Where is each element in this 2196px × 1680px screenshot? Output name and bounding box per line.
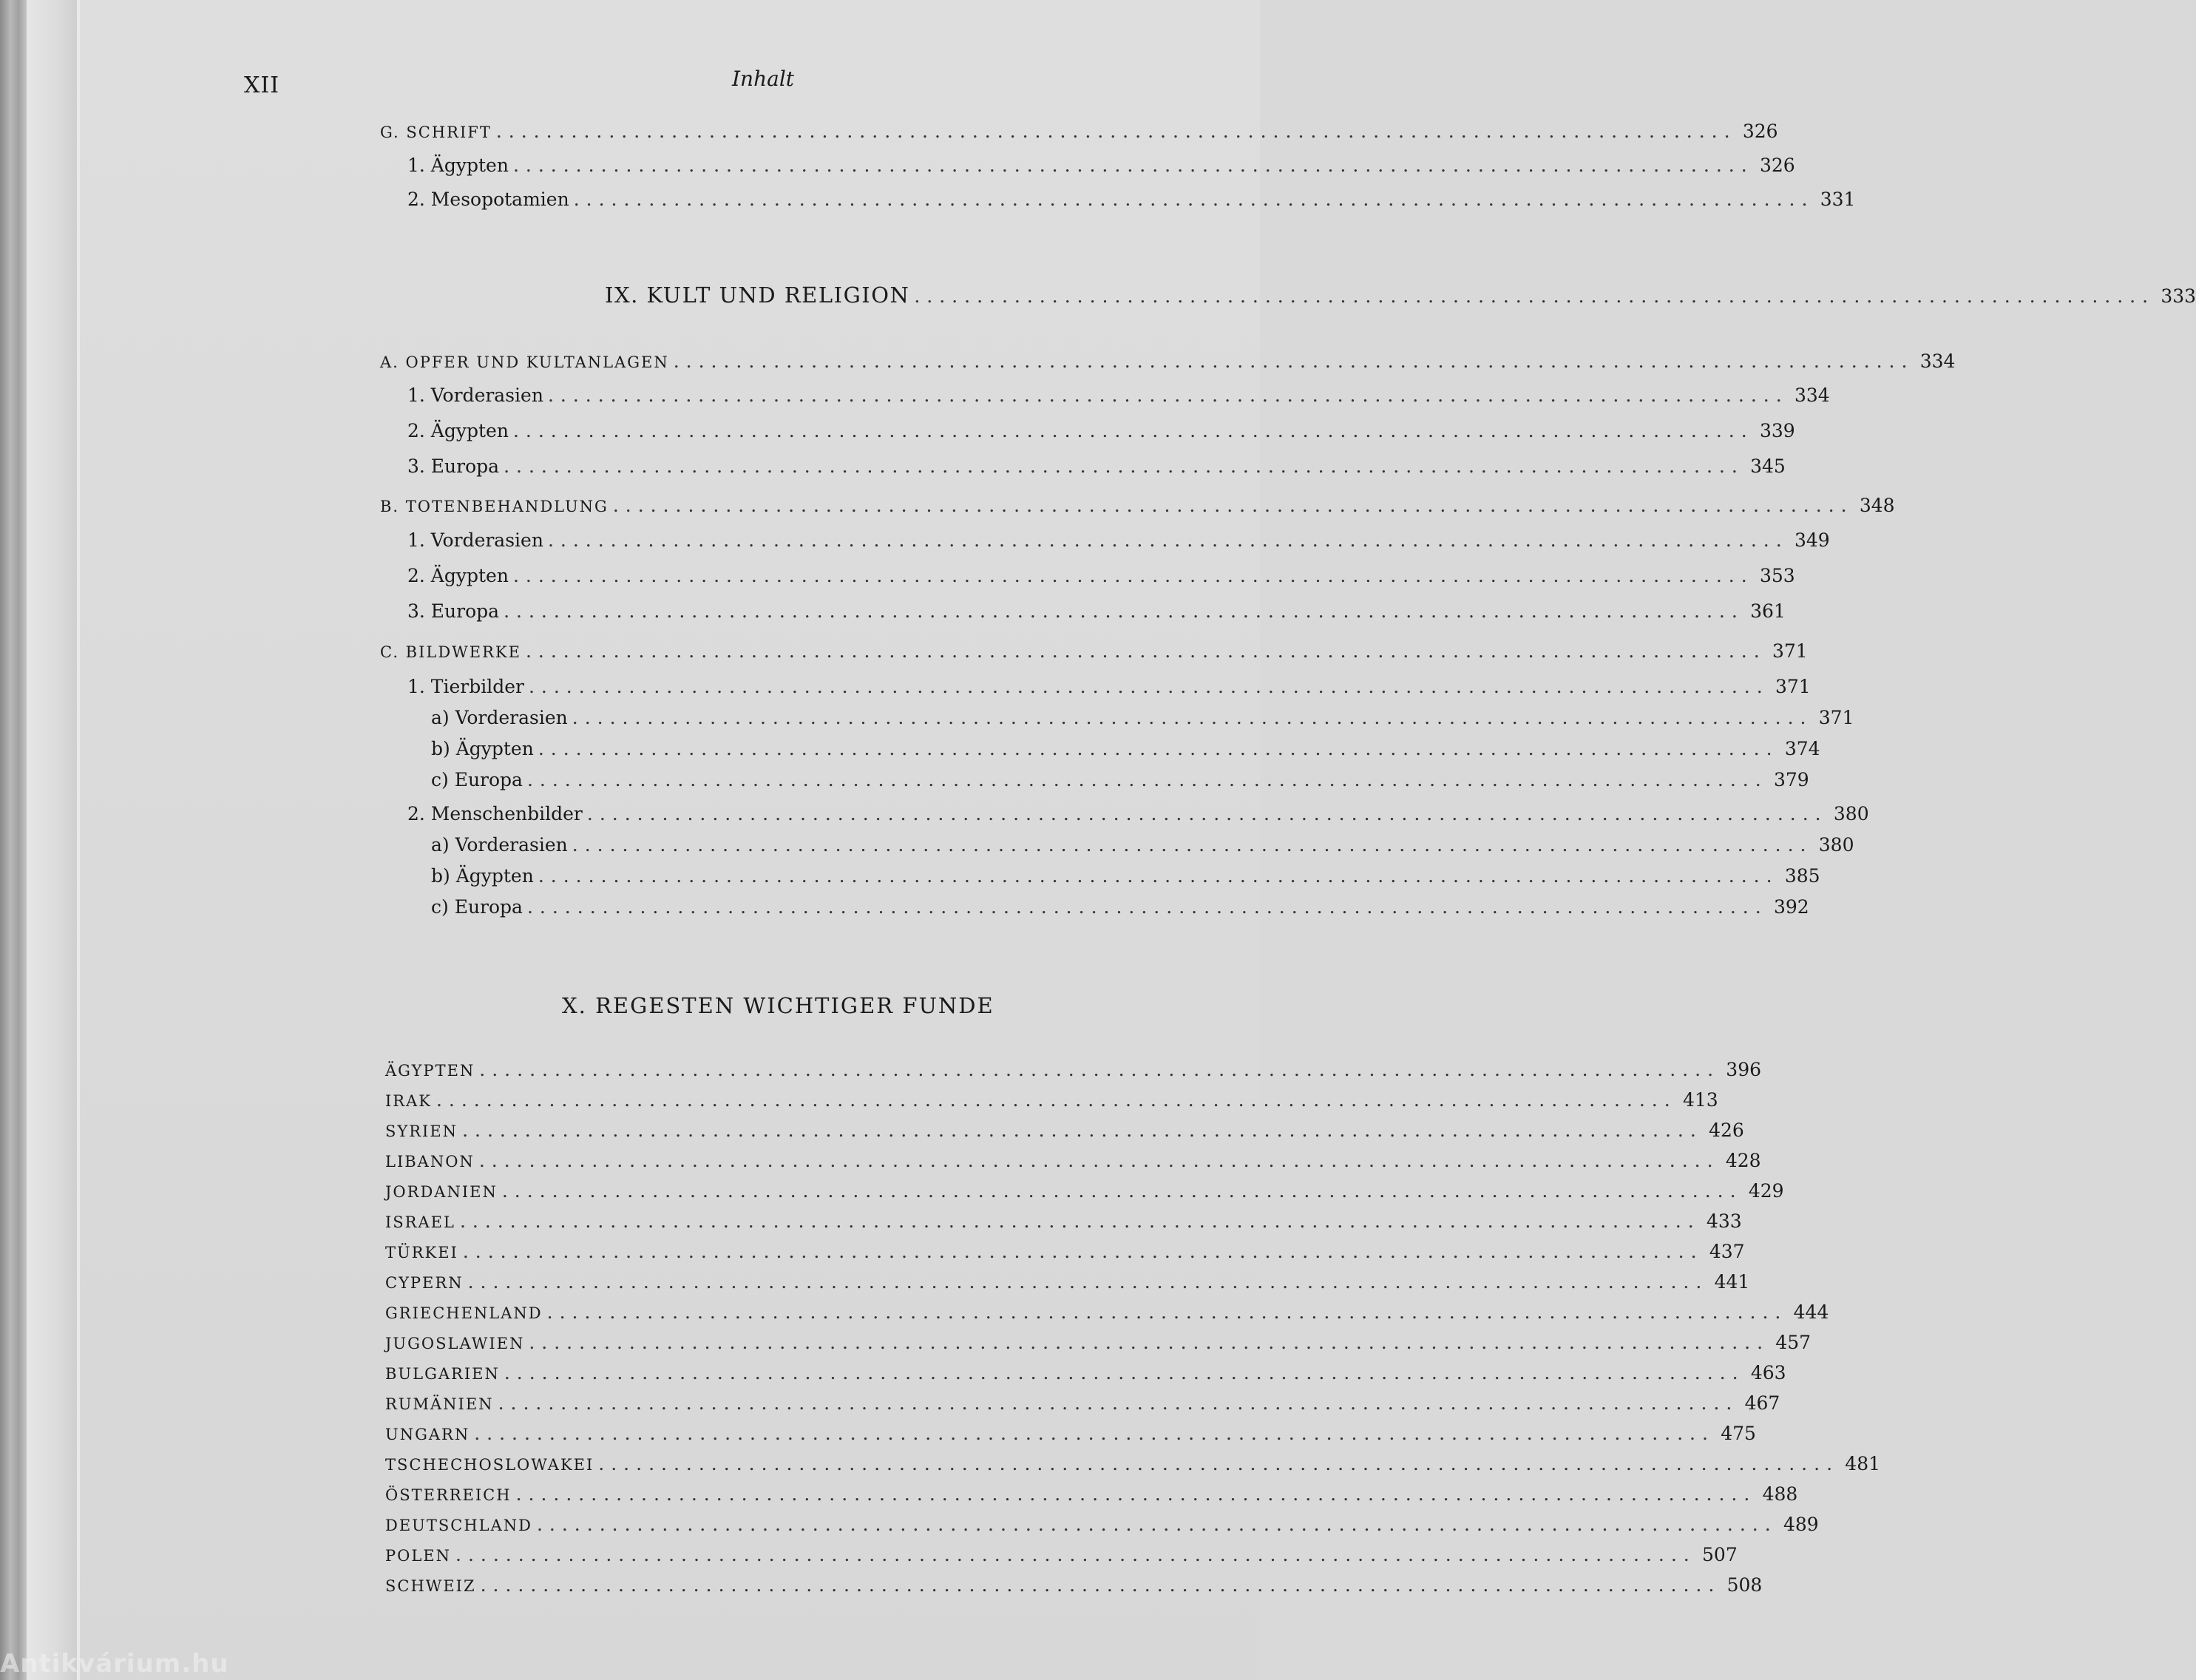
- toc-entry-label: 2. Mesopotamien: [407, 189, 569, 210]
- watermark-text: Antikvárium.hu: [0, 1649, 229, 1679]
- leader-dots: ...................................................................................................: [455, 1544, 1696, 1565]
- toc-entry-label: 2. Ägypten: [407, 420, 509, 441]
- toc-entry-page: 380: [1833, 803, 1869, 824]
- toc-entry: [431, 865, 1820, 887]
- leader-dots: ...................................................................................................: [586, 803, 1828, 824]
- toc-entry-country: [385, 1180, 1784, 1202]
- toc-entry-label: ISRAEL: [385, 1213, 455, 1231]
- toc-entry-page: 331: [1820, 189, 1856, 210]
- toc-entry-page: 326: [1742, 121, 1778, 142]
- leader-dots: ...................................................................................................: [479, 1059, 1721, 1080]
- toc-entry-label: CYPERN: [385, 1274, 464, 1292]
- toc-entry-page: 481: [1845, 1453, 1881, 1474]
- running-title: Inhalt: [732, 67, 795, 91]
- toc-entry-label: DEUTSCHLAND: [385, 1517, 532, 1534]
- toc-entry-label: 1. Vorderasien: [407, 385, 543, 406]
- toc-entry: [407, 385, 1830, 406]
- toc-entry-page: 392: [1773, 896, 1809, 918]
- toc-entry-label: a) Vorderasien: [431, 834, 568, 856]
- leader-dots: ...................................................................................................: [528, 676, 1769, 697]
- toc-entry: [407, 420, 1795, 441]
- toc-entry: [407, 529, 1830, 551]
- chapter-page: 333: [2161, 285, 2196, 307]
- book-spine: [0, 0, 27, 1680]
- toc-entry-section: [380, 350, 1956, 372]
- toc-entry-label: c) Europa: [431, 896, 523, 918]
- toc-entry: [431, 769, 1809, 790]
- leader-dots: ...................................................................................................: [673, 350, 1914, 372]
- chapter-title: IX. KULT UND RELIGION: [605, 282, 910, 308]
- toc-entry-label: JUGOSLAWIEN: [385, 1335, 525, 1352]
- toc-entry-label: TSCHECHOSLOWAKEI: [385, 1456, 594, 1474]
- leader-dots: ...................................................................................................: [914, 285, 2155, 307]
- leader-dots: ...................................................................................................: [436, 1089, 1677, 1111]
- toc-entry-page: 437: [1709, 1241, 1745, 1262]
- toc-entry-page: 345: [1750, 455, 1786, 477]
- toc-entry-label: SCHWEIZ: [385, 1577, 476, 1595]
- toc-entry: [407, 455, 1786, 477]
- leader-dots: ...................................................................................................: [512, 565, 1754, 586]
- toc-entry-page: 489: [1783, 1514, 1819, 1535]
- leader-dots: ...................................................................................................: [547, 385, 1789, 406]
- leader-dots: ...................................................................................................: [501, 1180, 1743, 1202]
- toc-entry-label: JORDANIEN: [385, 1183, 498, 1201]
- toc-entry-page: 371: [1772, 640, 1808, 662]
- toc-entry-label: G. SCHRIFT: [380, 123, 492, 141]
- toc-entry-country: [385, 1392, 1780, 1414]
- leader-dots: ...................................................................................................: [462, 1120, 1703, 1141]
- leader-dots: ...................................................................................................: [525, 640, 1766, 662]
- leader-dots: ...................................................................................................: [572, 707, 1813, 728]
- toc-entry-page: 334: [1794, 385, 1830, 406]
- leader-dots: ...................................................................................................: [526, 769, 1768, 790]
- page-stack-edge: [27, 0, 78, 1680]
- toc-entry-label: ÄGYPTEN: [385, 1062, 475, 1080]
- toc-entry-label: a) Vorderasien: [431, 707, 568, 728]
- toc-entry-section: [380, 495, 1895, 516]
- toc-entry-label: LIBANON: [385, 1153, 475, 1171]
- leader-dots: ...................................................................................................: [512, 155, 1754, 176]
- toc-entry-label: 3. Europa: [407, 600, 500, 622]
- toc-entry-label: C. BILDWERKE: [380, 643, 521, 661]
- toc-entry-page: 475: [1721, 1423, 1756, 1444]
- toc-entry-label: SYRIEN: [385, 1122, 458, 1140]
- chapter-heading: X. REGESTEN WICHTIGER FUNDE: [562, 993, 994, 1018]
- toc-entry-label: b) Ägypten: [431, 865, 534, 887]
- toc-entry-page: 353: [1759, 565, 1795, 586]
- toc-entry-country: [385, 1574, 1763, 1596]
- leader-dots: ...................................................................................................: [546, 1301, 1788, 1323]
- toc-entry-page: 467: [1744, 1392, 1780, 1414]
- toc-entry-country: [385, 1210, 1742, 1232]
- toc-entry-page: 428: [1725, 1150, 1761, 1171]
- toc-entry-country: [385, 1453, 1881, 1474]
- toc-entry-country: [385, 1423, 1756, 1444]
- leader-dots: ...................................................................................................: [536, 1514, 1778, 1535]
- toc-entry-page: 433: [1706, 1210, 1742, 1232]
- leader-dots: ...................................................................................................: [573, 189, 1814, 210]
- leader-dots: ...................................................................................................: [467, 1271, 1709, 1293]
- toc-entry-label: B. TOTENBEHANDLUNG: [380, 498, 609, 515]
- toc-entry: [407, 803, 1869, 824]
- leader-dots: ...................................................................................................: [515, 1483, 1757, 1505]
- toc-entry-page: 441: [1714, 1271, 1750, 1293]
- toc-entry-page: 361: [1750, 600, 1786, 622]
- toc-entry-page: 429: [1748, 1180, 1784, 1202]
- toc-entry-label: 2. Ägypten: [407, 565, 509, 586]
- leader-dots: ...................................................................................................: [512, 420, 1754, 441]
- leader-dots: ...................................................................................................: [504, 1362, 1745, 1383]
- toc-entry-page: 396: [1726, 1059, 1762, 1080]
- toc-entry-label: BULGARIEN: [385, 1365, 500, 1383]
- toc-entry: [407, 189, 1856, 210]
- toc-entry-label: 1. Tierbilder: [407, 676, 524, 697]
- toc-entry: [431, 738, 1820, 759]
- toc-entry-page: 371: [1775, 676, 1811, 697]
- toc-entry-page: 444: [1793, 1301, 1829, 1323]
- toc-entry-country: [385, 1059, 1762, 1080]
- toc-entry-page: 508: [1726, 1574, 1763, 1596]
- toc-entry-section: [380, 640, 1808, 662]
- leader-dots: ...................................................................................................: [504, 455, 1744, 477]
- toc-entry-country: [385, 1120, 1744, 1141]
- toc-entry-page: 385: [1784, 865, 1820, 887]
- toc-entry-label: 1. Ägypten: [407, 155, 509, 176]
- toc-entry-page: 348: [1859, 495, 1895, 516]
- toc-entry: [431, 834, 1854, 856]
- leader-dots: ...................................................................................................: [504, 600, 1744, 622]
- leader-dots: ...................................................................................................: [538, 738, 1779, 759]
- leader-dots: ...................................................................................................: [598, 1453, 1840, 1474]
- leader-dots: ...................................................................................................: [612, 495, 1854, 516]
- leader-dots: ...................................................................................................: [478, 1150, 1720, 1171]
- toc-entry: [407, 155, 1795, 176]
- toc-entry-label: UNGARN: [385, 1426, 470, 1443]
- toc-entry-country: [385, 1332, 1812, 1353]
- toc-entry-label: ÖSTERREICH: [385, 1486, 512, 1504]
- leader-dots: ...................................................................................................: [462, 1241, 1704, 1262]
- toc-entry-label: POLEN: [385, 1547, 451, 1565]
- toc-entry-page: 457: [1775, 1332, 1812, 1353]
- toc-entry-country: [385, 1089, 1718, 1111]
- toc-entry-page: 488: [1762, 1483, 1798, 1505]
- toc-entry: [407, 676, 1811, 697]
- toc-entry-page: 463: [1750, 1362, 1786, 1383]
- toc-entry-country: [385, 1271, 1750, 1293]
- leader-dots: ...................................................................................................: [498, 1392, 1739, 1414]
- toc-entry-country: [385, 1362, 1786, 1383]
- toc-entry-country: [385, 1514, 1819, 1535]
- leader-dots: ...................................................................................................: [572, 834, 1813, 856]
- toc-entry-label: c) Europa: [431, 769, 523, 790]
- toc-entry-page: 426: [1709, 1120, 1744, 1141]
- leader-dots: ...................................................................................................: [495, 121, 1737, 142]
- toc-entry-label: IRAK: [385, 1092, 432, 1110]
- toc-entry: [407, 600, 1786, 622]
- leader-dots: ...................................................................................................: [547, 529, 1789, 551]
- toc-entry: [407, 565, 1795, 586]
- toc-entry-schrift: [380, 121, 1778, 142]
- toc-entry-page: 413: [1682, 1089, 1718, 1111]
- toc-entry-country: [385, 1483, 1798, 1505]
- toc-entry-label: A. OPFER UND KULTANLAGEN: [380, 353, 669, 371]
- toc-entry-page: 326: [1759, 155, 1795, 176]
- chapter-heading: [605, 282, 2196, 308]
- toc-entry-label: RUMÄNIEN: [385, 1395, 494, 1413]
- toc-entry-country: [385, 1301, 1829, 1323]
- leader-dots: ...................................................................................................: [480, 1574, 1721, 1596]
- toc-entry-country: [385, 1150, 1761, 1171]
- toc-entry: [431, 896, 1809, 918]
- toc-entry-page: 339: [1759, 420, 1795, 441]
- toc-entry-page: 380: [1818, 834, 1854, 856]
- leader-dots: ...................................................................................................: [474, 1423, 1715, 1444]
- toc-entry-page: 379: [1773, 769, 1809, 790]
- toc-entry-page: 334: [1919, 350, 1956, 372]
- toc-entry-page: 349: [1794, 529, 1830, 551]
- toc-entry-country: [385, 1544, 1738, 1565]
- leader-dots: ...................................................................................................: [459, 1210, 1701, 1232]
- leader-dots: ...................................................................................................: [529, 1332, 1770, 1353]
- toc-entry-label: TÜRKEI: [385, 1244, 458, 1261]
- toc-entry-label: 1. Vorderasien: [407, 529, 543, 551]
- leader-dots: ...................................................................................................: [526, 896, 1768, 918]
- toc-entry-page: 374: [1784, 738, 1820, 759]
- toc-entry-label: GRIECHENLAND: [385, 1304, 543, 1322]
- toc-entry: [431, 707, 1854, 728]
- toc-entry-label: b) Ägypten: [431, 738, 534, 759]
- toc-entry-page: 371: [1818, 707, 1854, 728]
- leader-dots: ...................................................................................................: [538, 865, 1779, 887]
- toc-entry-page: 507: [1702, 1544, 1738, 1565]
- toc-entry-country: [385, 1241, 1745, 1262]
- toc-entry-label: 2. Menschenbilder: [407, 803, 583, 824]
- page-folio: XII: [244, 72, 280, 98]
- toc-entry-label: 3. Europa: [407, 455, 500, 477]
